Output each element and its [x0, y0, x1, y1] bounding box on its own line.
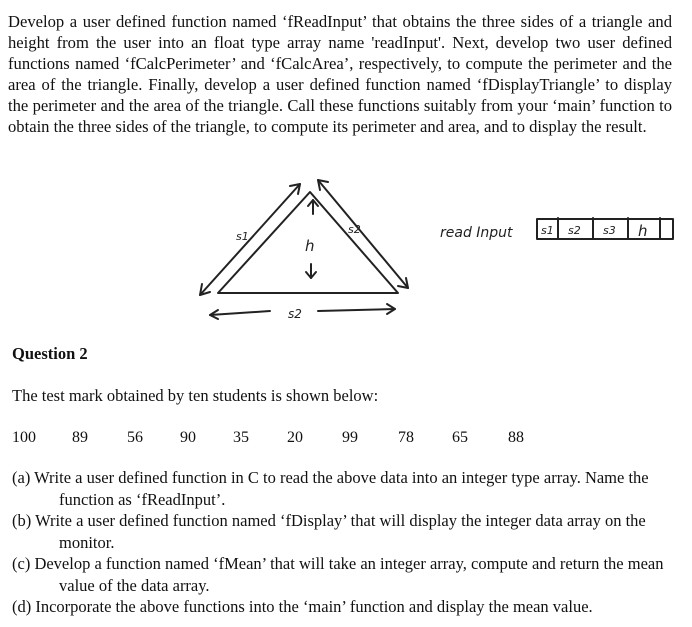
question1-text: Develop a user defined function named ‘fReadInput’ that obtains the three sides of a triangle and height from the user into an float type array name 'readInput'. Next, develop two user defined functions named ‘fCalcPerimeter’ and ‘fCalcArea’, respectively, to compute the perimeter and the area of the triangle. Finally, develop a user defined function named ‘fDisplayTriangle’ to display the perimeter and the area of the triangle. Call these functions suitably from your ‘main’ function to obtain the three sides of the triangle, to compute its perimeter and area, and to display the result. — [8, 12, 672, 136]
array-cell-s3: s3 — [603, 224, 616, 237]
mark-value: 78 — [398, 429, 414, 446]
array-name-label: read Input — [440, 225, 513, 241]
mark-value: 20 — [287, 429, 303, 446]
base-arrow-left — [210, 311, 270, 315]
side2-arrow — [318, 180, 408, 288]
array-cell-s2: s2 — [568, 224, 581, 237]
side2-label: s2 — [348, 223, 361, 236]
part-a: (a) Write a user defined function in C to read the above data into an integer type array. Name the function as ‘fReadInput’. — [12, 468, 649, 509]
mark-value: 100 — [12, 429, 36, 446]
array-cell-s1: s1 — [541, 224, 554, 237]
base-arrow-right — [318, 309, 395, 311]
mark-value: 65 — [452, 429, 468, 446]
part-c: (c) Develop a function named ‘fMean’ that will take an integer array, compute and return the mean value of the data array. — [12, 554, 664, 595]
mark-value: 56 — [127, 429, 143, 446]
base-label: s2 — [288, 307, 302, 321]
triangle-diagram — [190, 170, 690, 330]
array-cell-h: h — [638, 222, 648, 240]
mark-value: 90 — [180, 429, 196, 446]
height-label: h — [305, 237, 315, 255]
question2-heading: Question 2 — [12, 344, 88, 363]
part-b: (b) Write a user defined function named ‘fDisplay’ that will display the integer data array on the monitor. — [12, 511, 646, 552]
part-d: (d) Incorporate the above functions into the ‘main’ function and display the mean value. — [12, 597, 593, 616]
mark-value: 35 — [233, 429, 249, 446]
side1-label: s1 — [236, 230, 249, 243]
mark-value: 88 — [508, 429, 524, 446]
side1-arrow — [200, 184, 300, 295]
mark-value: 89 — [72, 429, 88, 446]
question2-intro: The test mark obtained by ten students is shown below: — [12, 386, 379, 405]
question2-parts — [12, 467, 682, 618]
mark-value: 99 — [342, 429, 358, 446]
